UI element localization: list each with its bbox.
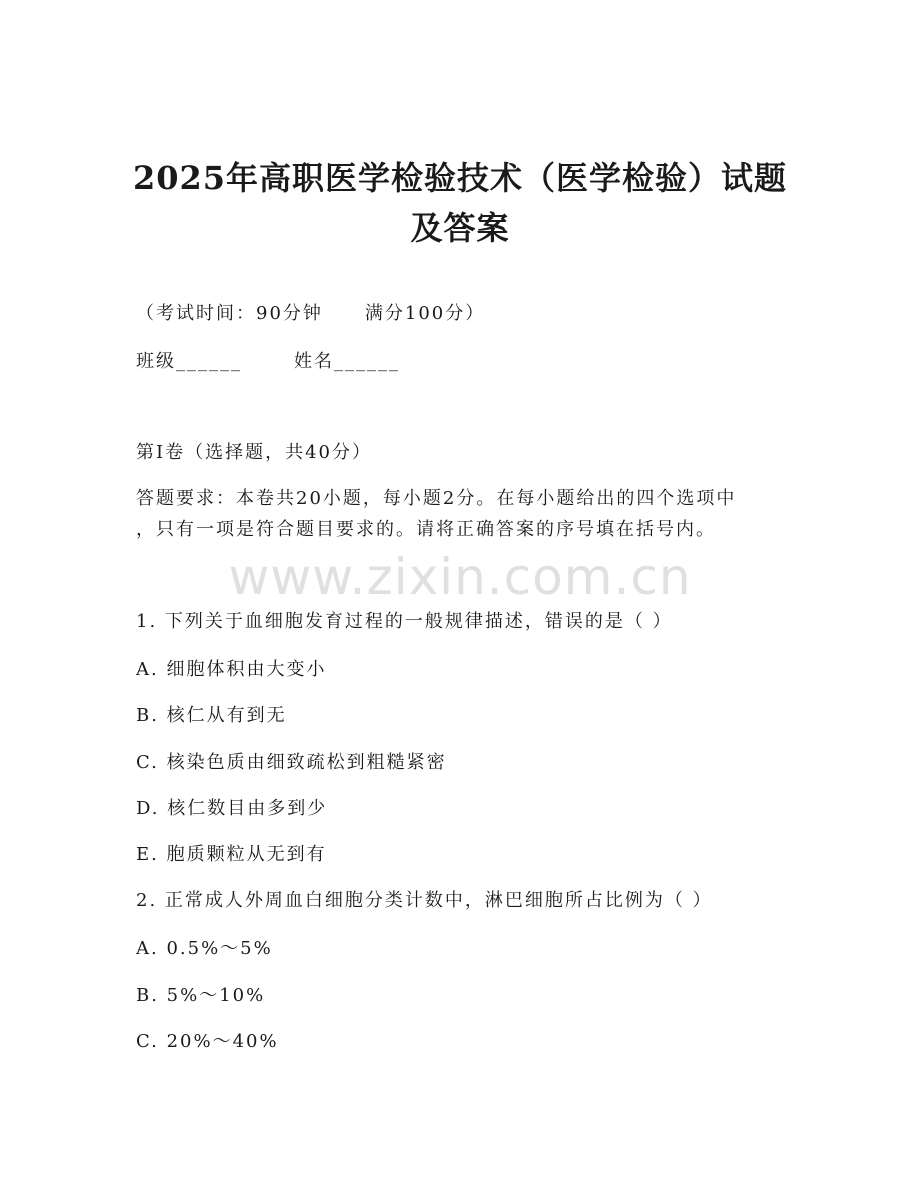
document-title-line-2: 及答案: [410, 209, 510, 247]
question-2-option-b: B. 5%～10%: [136, 985, 266, 1006]
exam-info: [136, 305, 485, 323]
student-fields: [136, 353, 400, 371]
class-field: 班级______: [136, 351, 242, 372]
section-instructions-line-1: 答题要求：本卷共20小题，每小题2分。在每小题给出的四个选项中: [136, 488, 737, 509]
question-2-stem: 2. 正常成人外周血白细胞分类计数中，淋巴细胞所占比例为（ ）: [136, 890, 713, 911]
section-heading: 第I卷（选择题，共40分）: [136, 442, 373, 463]
question-1-option-c: C. 核染色质由细致疏松到粗糙紧密: [136, 752, 447, 773]
document-title-line-1: 2025年高职医学检验技术（医学检验）试题: [132, 159, 788, 197]
question-1-option-a: A. 细胞体积由大变小: [136, 659, 327, 680]
question-1-option-e: E. 胞质颗粒从无到有: [136, 844, 327, 865]
section-instructions-line-2: ，只有一项是符合题目要求的。请将正确答案的序号填在括号内。: [136, 519, 716, 540]
question-1-option-b: B. 核仁从有到无: [136, 705, 287, 726]
question-2-option-c: C. 20%～40%: [136, 1031, 279, 1052]
question-1-option-d: D. 核仁数目由多到少: [136, 798, 328, 819]
name-field: 姓名______: [294, 351, 400, 372]
exam-full-score: 满分100分）: [364, 303, 486, 324]
question-2-option-a: A. 0.5%～5%: [136, 938, 273, 959]
exam-time: （考试时间：90分钟: [136, 303, 323, 324]
question-1-stem: 1. 下列关于血细胞发育过程的一般规律描述，错误的是（ ）: [136, 611, 673, 632]
watermark: www.zixin.com.cn: [228, 548, 692, 606]
